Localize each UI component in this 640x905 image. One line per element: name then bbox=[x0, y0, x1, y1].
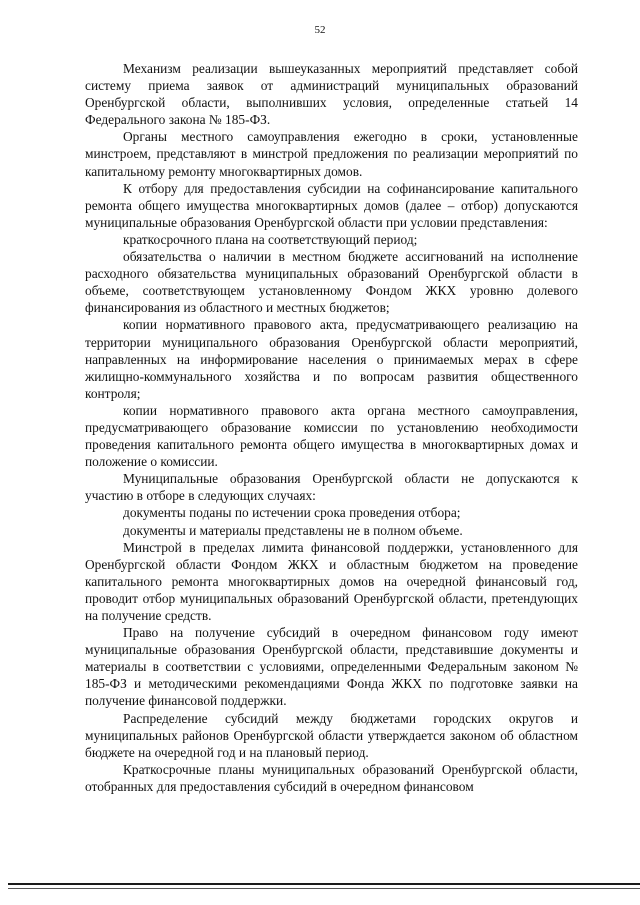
list-item-late-submission: документы поданы по истечении срока проведения отбора; bbox=[123, 505, 461, 521]
paragraph-subsidy-distribution: Распределение субсидий между бюджетами городских округов и муниципальных районов Оренбургской области утверждается законом об областном бюджете на очередной год и на плановый период. bbox=[85, 710, 578, 760]
page-number: 52 bbox=[314, 24, 326, 36]
list-item-budget-obligation: обязательства о наличии в местном бюджете ассигнований на исполнение расходного обязательства муниципальных образований Оренбургской области в объеме, соответствующем установленному Фондом ЖКХ уровню долевого финансирования из областного и местных бюджетов; bbox=[85, 249, 578, 316]
bottom-rule bbox=[8, 883, 640, 885]
list-item-legal-act-information: копии нормативного правового акта, предусматривающего реализацию на территории муниципального образования Оренбургской области мероприятий, направленных на информирование населения о принимаемых мерах в сфере жилищно-коммунального хозяйства и по вопросам развития общественного контроля; bbox=[85, 317, 578, 401]
paragraph-short-term-plans: Краткосрочные планы муниципальных образований Оренбургской области, отобранных для предоставления субсидий в очередном финансовом bbox=[85, 761, 578, 794]
paragraph-selection-conditions: К отбору для предоставления субсидии на софинансирование капитального ремонта общего имущества многоквартирных домов (далее – отбор) допускаются муниципальные образования Оренбургской области при условии представления: bbox=[85, 180, 578, 230]
paragraph-mechanism: Механизм реализации вышеуказанных мероприятий представляет собой систему приема заявок от администраций муниципальных образований Оренбургской области, выполнивших условия, определенные статьей 14 Федерального закона № 185-ФЗ. bbox=[85, 61, 578, 128]
bottom-rule-secondary bbox=[8, 888, 640, 889]
list-item-incomplete-documents: документы и материалы представлены не в полном объеме. bbox=[123, 522, 463, 538]
paragraph-ministry-selection: Минстрой в пределах лимита финансовой поддержки, установленного для Оренбургской области Фондом ЖКХ и областным бюджетом на проведение капитального ремонта многоквартирных домов на очередной финансовый год, проводит отбор муниципальных образований Оренбургской области, претендующих на получение средств. bbox=[85, 539, 578, 623]
paragraph-local-authorities: Органы местного самоуправления ежегодно в сроки, установленные минстроем, представляют в минстрой предложения по реализации мероприятий по капитальному ремонту многоквартирных домов. bbox=[85, 129, 578, 179]
list-item-legal-act-commission: копии нормативного правового акта органа местного самоуправления, предусматривающего образование комиссии по установлению необходимости проведения капитального ремонта общего имущества в многоквартирных домах и положение о комиссии. bbox=[85, 402, 578, 470]
document-body bbox=[85, 60, 578, 795]
paragraph-right-to-subsidies: Право на получение субсидий в очередном финансовом году имеют муниципальные образования Оренбургской области, представившие документы и материалы в соответствии с условиями, определенными Федеральным законом № 185-ФЗ и методическими рекомендациями Фонда ЖКХ по подготовке заявки на получение финансовой поддержки. bbox=[85, 625, 578, 709]
list-item-short-term-plan: краткосрочного плана на соответствующий период; bbox=[123, 231, 418, 247]
paragraph-exclusion-cases: Муниципальные образования Оренбургской области не допускаются к участию в отборе в следующих случаях: bbox=[85, 471, 578, 504]
